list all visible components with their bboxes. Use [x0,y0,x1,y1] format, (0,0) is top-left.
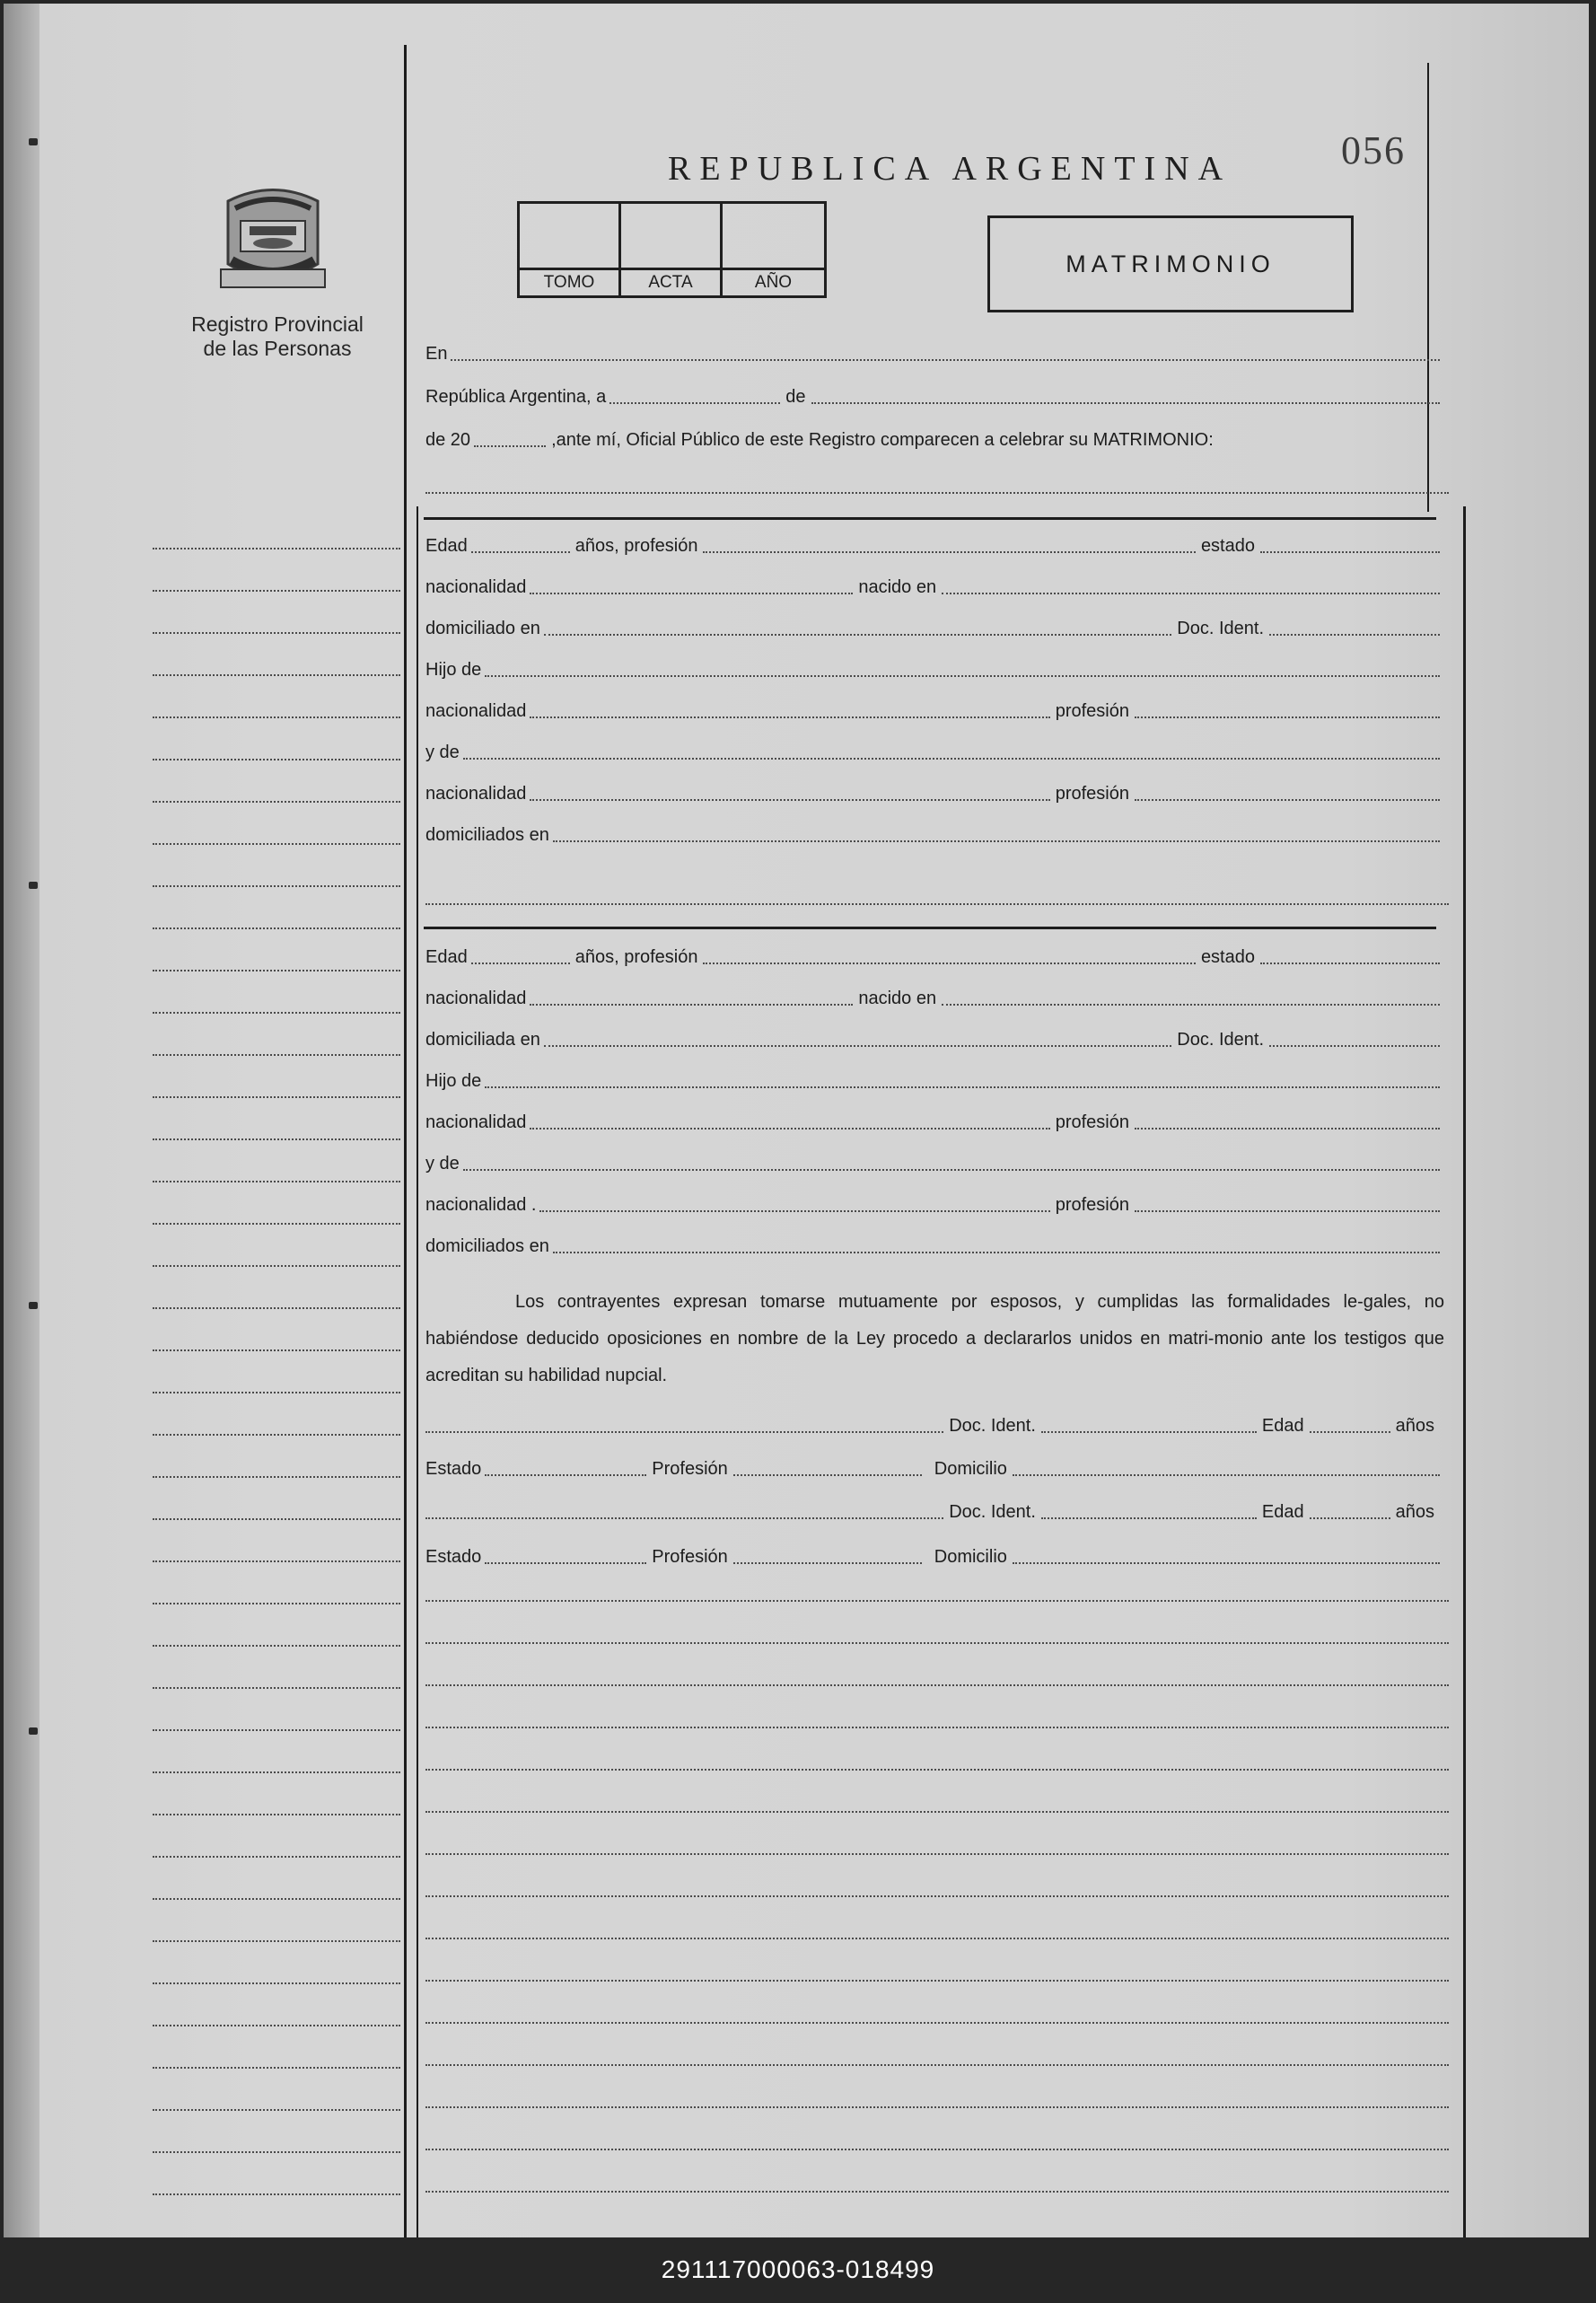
s2-parents-domicilio-row[interactable] [425,1235,1440,1257]
note-line[interactable] [425,1938,1449,1939]
en-label: En [425,344,448,364]
s2-hijo-row[interactable] [425,1070,1440,1092]
y-de-label: y de [425,1154,460,1173]
marginal-note-line[interactable] [153,1603,400,1604]
doc-ident-field[interactable] [1269,634,1440,636]
marginal-note-line[interactable] [153,632,400,634]
mother-nacionalidad-field[interactable] [539,1210,1049,1212]
nacionalidad-field[interactable] [530,1004,853,1006]
profesion-field[interactable] [703,963,1195,964]
s1-hijo-row[interactable] [425,659,1440,681]
y-de-label: y de [425,743,460,762]
republica-label: República Argentina, a [425,387,607,407]
anos-label: años [1395,1502,1434,1522]
domicilio-label: Domicilio [934,1547,1007,1567]
domiciliados-en-label: domiciliados en [425,1236,549,1256]
witness2-doc-field[interactable] [1041,1517,1257,1519]
country-title: REPUBLICA ARGENTINA [668,150,1232,188]
doc-ident-label: Doc. Ident. [949,1502,1036,1522]
nacionalidad-field[interactable] [530,593,853,594]
s2-edad-row[interactable] [425,946,1440,968]
profesion-label: Profesión [652,1459,728,1479]
note-line[interactable] [425,1727,1449,1728]
witness1-id-row[interactable] [425,1415,1440,1437]
marginal-note-line[interactable] [153,759,400,760]
right-column-rule-lower [1463,506,1466,2237]
marginal-note-line[interactable] [153,716,400,718]
registry-name-line2: de las Personas [203,337,352,360]
registry-name [165,312,390,361]
hijo-de-label: Hijo de [425,660,482,680]
domiciliado-en-label: domiciliado en [425,619,540,638]
marginal-note-line[interactable] [153,1012,400,1014]
father-field[interactable] [485,675,1440,677]
year-field[interactable] [474,445,546,447]
marginal-note-line[interactable] [153,843,400,845]
marginal-note-line[interactable] [153,1181,400,1182]
doc-ident-label: Doc. Ident. [949,1416,1036,1436]
witness1-detail-row[interactable] [425,1458,1440,1480]
marginal-note-line[interactable] [153,2193,400,2195]
marginal-note-line[interactable] [153,674,400,676]
note-line[interactable] [425,1853,1449,1855]
witness1-name-field[interactable] [425,1431,943,1433]
s1-father-nat-row[interactable] [425,700,1440,722]
marginal-note-line[interactable] [153,1856,400,1858]
de20-label: de 20 [425,430,471,450]
s1-edad-row[interactable] [425,535,1440,557]
record-number: 056 [1341,128,1406,172]
note-line[interactable] [425,2191,1449,2193]
acta-label: ACTA [621,268,720,295]
nacionalidad-label: nacionalidad . [425,1195,537,1215]
domicilio-field[interactable] [544,634,1171,636]
doc-ident-field[interactable] [1269,1045,1440,1047]
intro-date-row[interactable] [425,386,1440,408]
mother-nacionalidad-field[interactable] [530,799,1049,801]
hijo-de-label: Hijo de [425,1071,482,1091]
marginal-note-line[interactable] [153,1518,400,1520]
edad-label: Edad [1261,1502,1304,1522]
mother-field[interactable] [463,758,1440,760]
witness1-edad-field[interactable] [1310,1431,1390,1433]
left-column-rule [404,45,407,2237]
tomo-box[interactable] [520,204,621,295]
note-line[interactable] [425,1895,1449,1897]
marginal-note-line[interactable] [153,590,400,592]
witness1-doc-field[interactable] [1041,1431,1257,1433]
father-nacionalidad-field[interactable] [530,1128,1049,1130]
marginal-note-line[interactable] [153,1814,400,1815]
marginal-note-line[interactable] [153,927,400,929]
marginal-note-line[interactable] [153,1476,400,1478]
anos-profesion-label: años, profesión [574,947,698,967]
witness1-domicilio-field[interactable] [1013,1474,1440,1476]
mother-profesion-field[interactable] [1135,1210,1440,1212]
marginal-note-line[interactable] [153,1898,400,1900]
profesion-label: profesión [1055,1195,1129,1215]
province-seal-logo [219,183,327,300]
edad-field[interactable] [471,551,570,553]
marginal-note-line[interactable] [153,1392,400,1393]
marginal-note-line[interactable] [153,1434,400,1436]
marginal-note-line[interactable] [153,2067,400,2069]
nacionalidad-label: nacionalidad [425,1112,527,1132]
mother-field[interactable] [463,1169,1440,1171]
nacido-en-field[interactable] [942,593,1440,594]
binding-hole [29,138,38,145]
act-type-box: MATRIMONIO [987,215,1354,312]
s1-parents-domicilio-row[interactable] [425,824,1440,846]
nacionalidad-label: nacionalidad [425,701,527,721]
parents-domicilio-field[interactable] [553,840,1440,842]
note-line[interactable] [425,1769,1449,1771]
marginal-note-line[interactable] [153,1940,400,1942]
profesion-label: Profesión [652,1547,728,1567]
marginal-note-line[interactable] [153,1223,400,1225]
binding-hole [29,882,38,889]
marginal-note-line[interactable] [153,1054,400,1056]
barcode-label: 291117000063-018499 [661,2255,935,2283]
edad-label: Edad [425,947,468,967]
nacionalidad-label: nacionalidad [425,784,527,804]
s1-blank-line[interactable] [425,903,1449,905]
registry-name-line1: Registro Provincial [191,312,364,336]
note-line[interactable] [425,2106,1449,2108]
witness1-estado-field[interactable] [485,1474,646,1476]
nacionalidad-label: nacionalidad [425,989,527,1008]
domiciliada-en-label: domiciliada en [425,1030,540,1050]
s2-mother-nat-row[interactable] [425,1194,1440,1216]
witness2-name-field[interactable] [425,1517,943,1519]
s1-domicilio-row[interactable] [425,618,1440,639]
marginal-note-line[interactable] [153,548,400,549]
profesion-label: profesión [1055,1112,1129,1132]
binding-margin [4,4,39,2237]
tomo-label: TOMO [520,268,618,295]
intro-en-row[interactable] [425,343,1440,365]
doc-ident-label: Doc. Ident. [1177,1030,1264,1050]
witness2-domicilio-field[interactable] [1013,1562,1440,1564]
estado-field[interactable] [1260,963,1440,964]
marginal-note-line[interactable] [153,1265,400,1267]
father-nacionalidad-field[interactable] [530,716,1049,718]
place-field[interactable] [451,359,1440,361]
estado-label: estado [1200,947,1255,967]
marginal-note-line[interactable] [153,2109,400,2111]
day-field[interactable] [609,402,780,404]
estado-label: Estado [425,1547,482,1567]
month-field[interactable] [811,402,1441,404]
s1-mother-row[interactable] [425,742,1440,763]
nacido-en-label: nacido en [858,989,937,1008]
mother-profesion-field[interactable] [1135,799,1440,801]
profesion-label: profesión [1055,784,1129,804]
nacido-en-label: nacido en [858,577,937,597]
domiciliados-en-label: domiciliados en [425,825,549,845]
inner-column-rule [417,506,418,2237]
doc-ident-label: Doc. Ident. [1177,619,1264,638]
domicilio-field[interactable] [544,1045,1171,1047]
binding-hole [29,1727,38,1735]
estado-field[interactable] [1260,551,1440,553]
edad-label: Edad [1261,1416,1304,1436]
declaration-text: Los contrayentes expresan tomarse mutuamente por esposos, y cumplidas las formalidades le-gales, no habiéndose deducido oposiciones en nombre de la Ley procedo a declararlos unidos en matri-monio ante los testigos que acreditan su habilidad nupcial. [425,1292,1444,1385]
estado-label: estado [1200,536,1255,556]
s1-mother-nat-row[interactable] [425,783,1440,804]
father-profesion-field[interactable] [1135,716,1440,718]
marginal-note-line[interactable] [153,885,400,887]
s2-nacionalidad-row[interactable] [425,988,1440,1009]
note-line[interactable] [425,1980,1449,1982]
ano-label: AÑO [723,268,824,295]
edad-label: Edad [425,536,468,556]
marginal-note-line[interactable] [153,1560,400,1562]
marginal-note-line[interactable] [153,2025,400,2026]
note-line[interactable] [425,1684,1449,1686]
marginal-note-line[interactable] [153,1096,400,1098]
father-profesion-field[interactable] [1135,1128,1440,1130]
marginal-note-line[interactable] [153,1307,400,1309]
ante-mi-text: ,ante mí, Oficial Público de este Registro comparecen a celebrar su MATRIMONIO: [551,430,1214,450]
nacido-en-field[interactable] [942,1004,1440,1006]
note-line[interactable] [425,1642,1449,1644]
marginal-note-line[interactable] [153,1687,400,1689]
de-label: de [785,387,806,407]
note-line[interactable] [425,2022,1449,2024]
marginal-note-line[interactable] [153,970,400,971]
acta-box[interactable] [621,204,723,295]
note-line[interactable] [425,2064,1449,2066]
tomo-acta-ano-boxes [517,201,827,298]
marginal-note-line[interactable] [153,801,400,803]
marginal-note-line[interactable] [153,1982,400,1984]
binding-hole [29,1302,38,1309]
marginal-note-line[interactable] [153,1645,400,1647]
witness2-detail-row[interactable] [425,1546,1440,1568]
edad-field[interactable] [471,963,570,964]
note-line[interactable] [425,2149,1449,2150]
note-line[interactable] [425,1600,1449,1602]
parents-domicilio-field[interactable] [553,1252,1440,1253]
s1-nacionalidad-row[interactable] [425,576,1440,598]
domicilio-label: Domicilio [934,1459,1007,1479]
witness2-estado-field[interactable] [485,1562,646,1564]
intro-blank-line[interactable] [425,492,1449,494]
estado-label: Estado [425,1459,482,1479]
anos-label: años [1395,1416,1434,1436]
note-line[interactable] [425,1811,1449,1813]
ano-box[interactable] [723,204,824,295]
marginal-note-line[interactable] [153,1138,400,1140]
nacionalidad-label: nacionalidad [425,577,527,597]
s2-domicilio-row[interactable] [425,1029,1440,1050]
marginal-note-line[interactable] [153,1349,400,1351]
witness2-id-row[interactable] [425,1501,1440,1523]
profesion-field[interactable] [703,551,1195,553]
section-rule-2 [424,927,1436,929]
marginal-note-line[interactable] [153,1771,400,1773]
s2-mother-row[interactable] [425,1153,1440,1174]
anos-profesion-label: años, profesión [574,536,698,556]
witness2-profesion-field[interactable] [733,1562,922,1564]
witness1-profesion-field[interactable] [733,1474,922,1476]
father-field[interactable] [485,1086,1440,1088]
profesion-label: profesión [1055,701,1129,721]
marginal-note-line[interactable] [153,1729,400,1731]
registry-page [4,4,1589,2237]
intro-year-row[interactable] [425,429,1440,451]
section-rule-1 [424,517,1436,520]
marginal-note-line[interactable] [153,2151,400,2153]
witness2-edad-field[interactable] [1310,1517,1390,1519]
s2-father-nat-row[interactable] [425,1112,1440,1133]
